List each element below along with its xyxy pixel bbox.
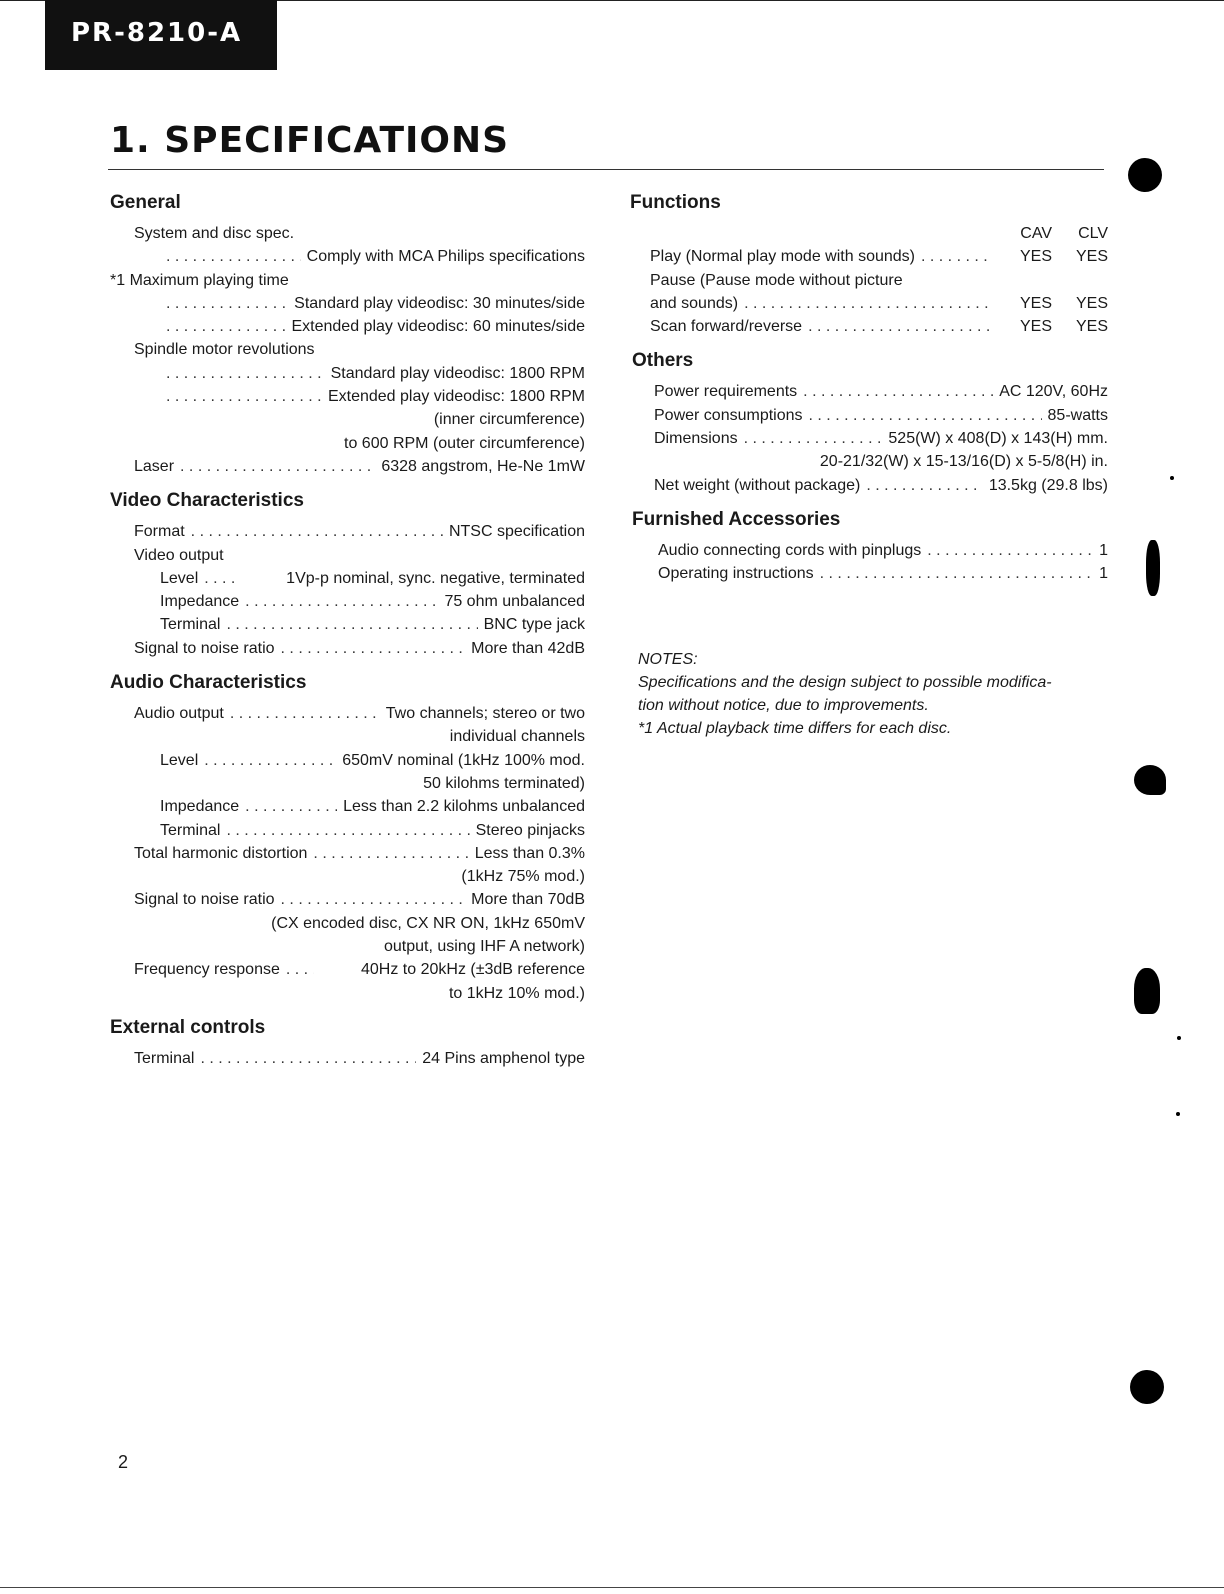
spindle-label: Spindle motor revolutions	[134, 341, 315, 359]
audio-output-cont: individual channels	[449, 728, 585, 746]
audio-snr-cont: (CX encoded disc, CX NR ON, 1kHz 650mV	[271, 914, 585, 932]
binder-hole-mark-bottom	[1130, 1370, 1164, 1404]
audio-freq-cont: to 1kHz 10% mod.)	[448, 984, 585, 1002]
laser-label: Laser	[134, 457, 175, 475]
laser-row	[110, 455, 585, 478]
video-snr-label: Signal to noise ratio	[134, 639, 275, 657]
func-play-label: Play (Normal play mode with sounds)	[650, 248, 915, 266]
binder-hole-mark	[1128, 158, 1162, 192]
notes-line-3: *1 Actual playback time differs for each disc.	[638, 719, 952, 737]
col-clv: CLV	[1078, 225, 1108, 242]
func-scan-label: Scan forward/reverse	[650, 318, 803, 336]
laser-value: 6328 angstrom, He-Ne 1mW	[381, 457, 585, 475]
playtime-std: Standard play videodisc: 30 minutes/side	[294, 294, 585, 312]
functions-header	[638, 222, 1108, 245]
func-play-row	[638, 245, 1108, 268]
video-snr-value: More than 42dB	[471, 639, 585, 657]
others-dim-row	[638, 427, 1108, 450]
video-terminal-row	[110, 613, 585, 636]
video-level-value: 1Vp-p nominal, sync. negative, terminated	[286, 569, 585, 587]
video-format-label: Format	[134, 523, 185, 541]
notes-line-2: tion without notice, due to improvements.	[638, 696, 929, 714]
audio-snr-label: Signal to noise ratio	[134, 891, 275, 909]
func-scan-row	[638, 315, 1108, 338]
acc-instr-label: Operating instructions	[658, 565, 814, 583]
scan-artifact-mark-2	[1134, 968, 1160, 1014]
spindle-ext: Extended play videodisc: 1800 RPM	[327, 388, 585, 406]
func-play-cav: YES	[1019, 248, 1052, 266]
system-row	[110, 245, 585, 268]
func-pause-cav: YES	[1019, 294, 1052, 312]
video-terminal-value: BNC type jack	[483, 616, 585, 634]
func-pause-label-2: and sounds)	[650, 294, 739, 312]
functions-heading: Functions	[630, 192, 721, 213]
audio-terminal-label: Terminal	[160, 821, 221, 839]
right-column	[630, 190, 1108, 740]
func-pause-clv: YES	[1075, 294, 1108, 312]
general-heading: General	[110, 192, 181, 213]
audio-heading: Audio Characteristics	[110, 672, 307, 694]
audio-snr-value: More than 70dB	[471, 891, 585, 909]
audio-freq-value: 40Hz to 20kHz (±3dB reference	[361, 961, 585, 979]
system-value: Comply with MCA Philips specifications	[306, 248, 585, 266]
acc-cords-label: Audio connecting cords with pinplugs	[658, 541, 922, 559]
others-power-con-value: 85-watts	[1047, 406, 1108, 424]
spindle-std: Standard play videodisc: 1800 RPM	[330, 364, 585, 382]
accessories-heading: Furnished Accessories	[632, 508, 841, 530]
others-heading: Others	[632, 350, 694, 372]
bottom-edge-rule	[0, 1587, 1224, 1588]
scan-artifact-mark	[1134, 765, 1166, 795]
audio-thd-row	[110, 842, 585, 865]
playtime-std-row	[110, 292, 585, 315]
audio-output-value: Two channels; stereo or two	[385, 705, 585, 723]
video-format-value: NTSC specification	[448, 523, 585, 541]
others-dim-label: Dimensions	[654, 430, 738, 448]
audio-terminal-value: Stereo pinjacks	[475, 821, 585, 839]
func-play-clv: YES	[1075, 248, 1108, 266]
scan-artifact-mark-3	[1146, 540, 1160, 596]
page-title: 1. SPECIFICATIONS	[110, 120, 510, 161]
others-power-con-row	[638, 404, 1108, 427]
audio-level-value: 650mV nominal (1kHz 100% mod.	[342, 751, 585, 769]
audio-thd-value: Less than 0.3%	[474, 844, 585, 862]
playtime-ext-row	[110, 315, 585, 338]
video-impedance-label: Impedance	[160, 593, 240, 611]
playtime-label: *1 Maximum playing time	[110, 271, 289, 289]
func-scan-clv: YES	[1075, 318, 1108, 336]
external-terminal-label: Terminal	[134, 1049, 195, 1067]
others-weight-value: 13.5kg (29.8 lbs)	[988, 476, 1108, 494]
others-dim-value: 525(W) x 408(D) x 143(H) mm.	[888, 430, 1108, 448]
others-dim-cont: 20-21/32(W) x 15-13/16(D) x 5-5/8(H) in.	[819, 453, 1108, 471]
others-power-req-value: AC 120V, 60Hz	[999, 383, 1108, 401]
acc-cords-row	[638, 539, 1108, 562]
audio-output-row	[110, 702, 585, 725]
video-format-row	[110, 520, 585, 543]
audio-level-row	[110, 749, 585, 772]
page-number: 2	[118, 1452, 129, 1472]
audio-terminal-row	[110, 819, 585, 842]
left-column	[110, 190, 585, 1070]
video-heading: Video Characteristics	[110, 490, 304, 512]
func-pause-row	[638, 292, 1108, 315]
acc-instr-qty: 1	[1099, 565, 1108, 583]
model-tag: PR-8210-A	[45, 0, 277, 70]
acc-instr-row	[638, 562, 1108, 585]
audio-freq-label: Frequency response	[134, 961, 280, 979]
audio-snr-cont-2: output, using IHF A network)	[384, 938, 585, 956]
video-impedance-row	[110, 590, 585, 613]
audio-impedance-row	[110, 795, 585, 818]
audio-impedance-value: Less than 2.2 kilohms unbalanced	[343, 798, 585, 816]
others-weight-row	[638, 474, 1108, 497]
acc-cords-qty: 1	[1099, 541, 1108, 559]
others-weight-label: Net weight (without package)	[654, 476, 861, 494]
audio-freq-row	[110, 958, 585, 981]
audio-output-label: Audio output	[134, 705, 224, 723]
audio-snr-row	[110, 888, 585, 911]
spindle-ext-row	[110, 385, 585, 408]
audio-thd-label: Total harmonic distortion	[134, 844, 308, 862]
others-power-con-label: Power consumptions	[654, 406, 803, 424]
notes-block	[638, 648, 1108, 740]
video-level-label: Level	[160, 569, 199, 587]
external-terminal-value: 24 Pins amphenol type	[422, 1049, 585, 1067]
audio-impedance-label: Impedance	[160, 798, 240, 816]
speck-mark-3	[1176, 1112, 1180, 1116]
video-output-label: Video output	[134, 546, 224, 564]
notes-heading: NOTES:	[638, 650, 698, 668]
notes-line-1: Specifications and the design subject to possible modifica-	[638, 673, 1052, 691]
external-terminal-row	[110, 1047, 585, 1070]
video-terminal-label: Terminal	[160, 616, 221, 634]
audio-level-cont: 50 kilohms terminated)	[423, 774, 585, 792]
audio-level-label: Level	[160, 751, 199, 769]
spindle-std-row	[110, 362, 585, 385]
video-level-row	[110, 567, 585, 590]
video-impedance-value: 75 ohm unbalanced	[444, 593, 585, 611]
video-snr-row	[110, 637, 585, 660]
system-label: System and disc spec.	[134, 225, 295, 242]
others-power-req-row	[638, 380, 1108, 403]
playtime-ext: Extended play videodisc: 60 minutes/side	[291, 318, 585, 336]
spindle-ext-cont: (inner circumference)	[433, 411, 585, 429]
speck-mark-2	[1177, 1036, 1181, 1040]
external-heading: External controls	[110, 1016, 266, 1038]
others-power-req-label: Power requirements	[654, 383, 798, 401]
func-pause-label: Pause (Pause mode without picture	[650, 271, 903, 289]
audio-thd-cont: (1kHz 75% mod.)	[461, 868, 585, 886]
col-cav: CAV	[1020, 225, 1052, 242]
title-rule	[108, 169, 1104, 170]
spindle-ext-cont-2: to 600 RPM (outer circumference)	[344, 434, 585, 452]
func-scan-cav: YES	[1019, 318, 1052, 336]
speck-mark	[1170, 476, 1174, 480]
